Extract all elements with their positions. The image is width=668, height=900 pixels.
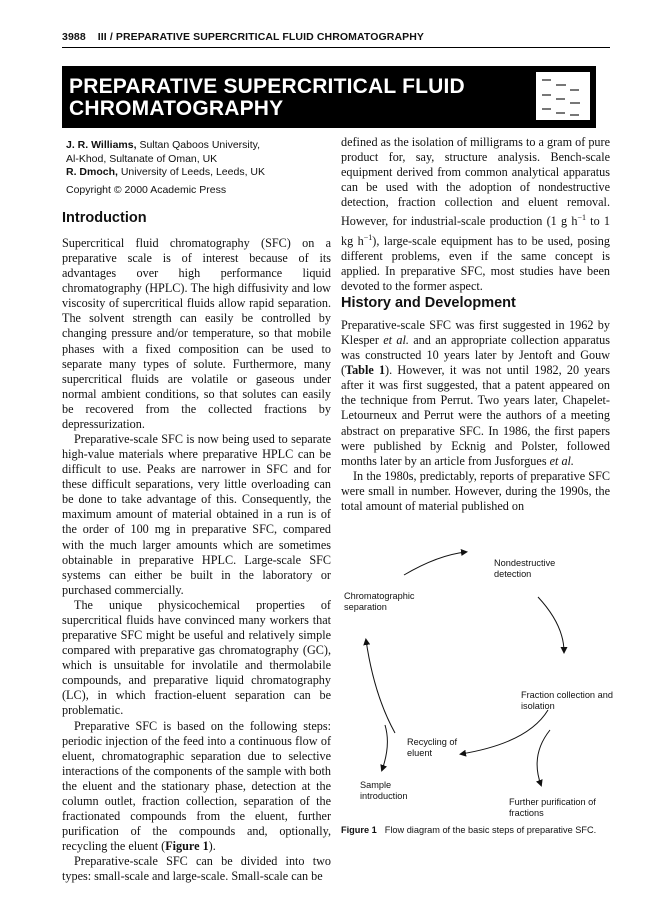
- copyright-line: Copyright © 2000 Academic Press: [66, 184, 227, 196]
- arrow-to-separation: [366, 640, 395, 733]
- paragraph: Preparative-scale SFC can be divided into two types: small-scale and large-scale. Small-scale can be: [62, 854, 331, 884]
- node-further-purification: Further purification of fractions: [509, 797, 596, 818]
- table-reference-link[interactable]: Table 1: [345, 363, 386, 378]
- author-name: R. Dmoch,: [66, 166, 118, 178]
- running-head: [62, 31, 424, 43]
- running-title: III / PREPARATIVE SUPERCRITICAL FLUID CHROMATOGRAPHY: [97, 31, 425, 43]
- page-number: 3988: [62, 31, 86, 43]
- section-heading-introduction: Introduction: [62, 210, 147, 226]
- header-rule: [62, 47, 610, 48]
- arrow-to-detection: [404, 552, 466, 575]
- article-title-line-2: CHROMATOGRAPHY: [69, 97, 284, 120]
- arrow-to-sample: [382, 725, 387, 770]
- paragraph: Preparative-scale SFC is now being used to separate high-value materials where preparative HPLC can be difficult to use. Peaks are narrower in SFC and for these difficult separations, very little overloading can be done to take advantage of this. Consequently, the maximum amount of material obtained in a run is of the order of 100 mg in preparative SFC, compared with the much larger amounts which are sometimes obtainable in preparative HPLC. Large-scale SFC systems can either be built in the laboratory or purchased commercially.: [62, 432, 331, 597]
- arrow-to-further-purification: [537, 730, 550, 785]
- article-title-line-1: PREPARATIVE SUPERCRITICAL FLUID: [69, 75, 465, 98]
- paragraph: The unique physicochemical properties of supercritical fluids have convinced many workers that preparative SFC might be useful and relatively simple compared with preparative gas chromatography (GC), which is unsuitable for involatile and thermolabile compounds, and preparative liquid chromatography (LC), in which fraction-eluent separation can be problematic.: [62, 597, 331, 718]
- left-column: [62, 236, 331, 884]
- author-address: Al-Khod, Sultanate of Oman, UK: [66, 152, 218, 165]
- figure-caption: [341, 825, 596, 835]
- arrow-to-fraction: [538, 597, 564, 652]
- node-recycling-eluent: Recycling of eluent: [407, 737, 458, 758]
- node-nondestructive-detection: Nondestructive detection: [494, 558, 556, 579]
- node-fraction-collection: Fraction collection and isolation: [521, 690, 613, 711]
- author-affiliation: Sultan Qaboos University,: [139, 139, 261, 151]
- paragraph: Preparative SFC is based on the following steps: periodic injection of the feed into a continuous flow of eluent, chromatographic separation due to selective interactions of the components of the sample with both the eluent and the stationary phase, detection at the column outlet, fraction collection, separation of the fractionated compounds from the eluent, further purification of the compounds and, optionally, recycling the eluent (Figure 1).: [62, 718, 331, 854]
- node-sample-introduction: Sample introduction: [360, 780, 408, 801]
- figure-caption-label: Figure 1: [341, 825, 377, 835]
- paragraph: defined as the isolation of milligrams to a gram of pure product for, say, structure analysis. Bench-scale equipment derived from common analytical apparatus can be used with the adoption of nondestructive detection, fraction collection and eluent removal. However, for industrial-scale production (1 g $h^{-1}$ to 1 kg $h^{-1}$), large-scale equipment has to be used, posing different problems, even if the same concept is applied. In preparative SFC, most studies have been devoted to the former aspect.: [341, 135, 610, 293]
- paragraph: Supercritical fluid chromatography (SFC) on a preparative scale is of interest because of its advantages over high performance liquid chromatography (HPLC). The high diffusivity and low viscosity of supercritical fluids allow rapid separation. The solvent strength can easily be controlled by changing pressure and/or temperature, so that mobile phases with a fixed composition can be used to separate many types of solute. Furthermore, many supercritical fluids are volatile or gaseous under normal ambient conditions, so that solutes can easily be recovered from the collected fractions by depressurization.: [62, 236, 331, 431]
- section-heading-history: History and Development: [341, 295, 516, 311]
- author-name: J. R. Williams,: [66, 139, 137, 151]
- node-chromatographic-separation: Chromatographic separation: [344, 591, 415, 612]
- figure-1-flow-diagram: [338, 545, 613, 830]
- right-column-history: [341, 318, 610, 514]
- figure-reference-link[interactable]: Figure 1: [165, 839, 209, 854]
- author-block: [66, 139, 326, 180]
- right-column-top: [341, 135, 610, 294]
- author-affiliation: University of Leeds, Leeds, UK: [120, 166, 265, 178]
- paragraph: In the 1980s, predictably, reports of preparative SFC were small in number. However, during the 1990s, the total amount of material published on: [341, 468, 610, 513]
- title-band: [62, 66, 596, 128]
- article-title: [69, 76, 465, 120]
- figure-caption-text: Flow diagram of the basic steps of preparative SFC.: [384, 825, 597, 835]
- section-emblem-icon: [530, 66, 596, 128]
- paragraph: Preparative-scale SFC was first suggested in 1962 by Klesper et al. and an appropriate collection apparatus was constructed 10 years later by Jentoft and Gouw (Table 1). However, it was not until 1982, 20 years after it was first suggested, that a patent appeared on the technique from Perrut. Two years later, Chapelet-Letourneux and Perrut were the authors of a meeting abstract on preparative SFC. In 1986, the first papers were published by Ecknig and Polster, followed months later by an article from Jusforgues et al.: [341, 318, 610, 468]
